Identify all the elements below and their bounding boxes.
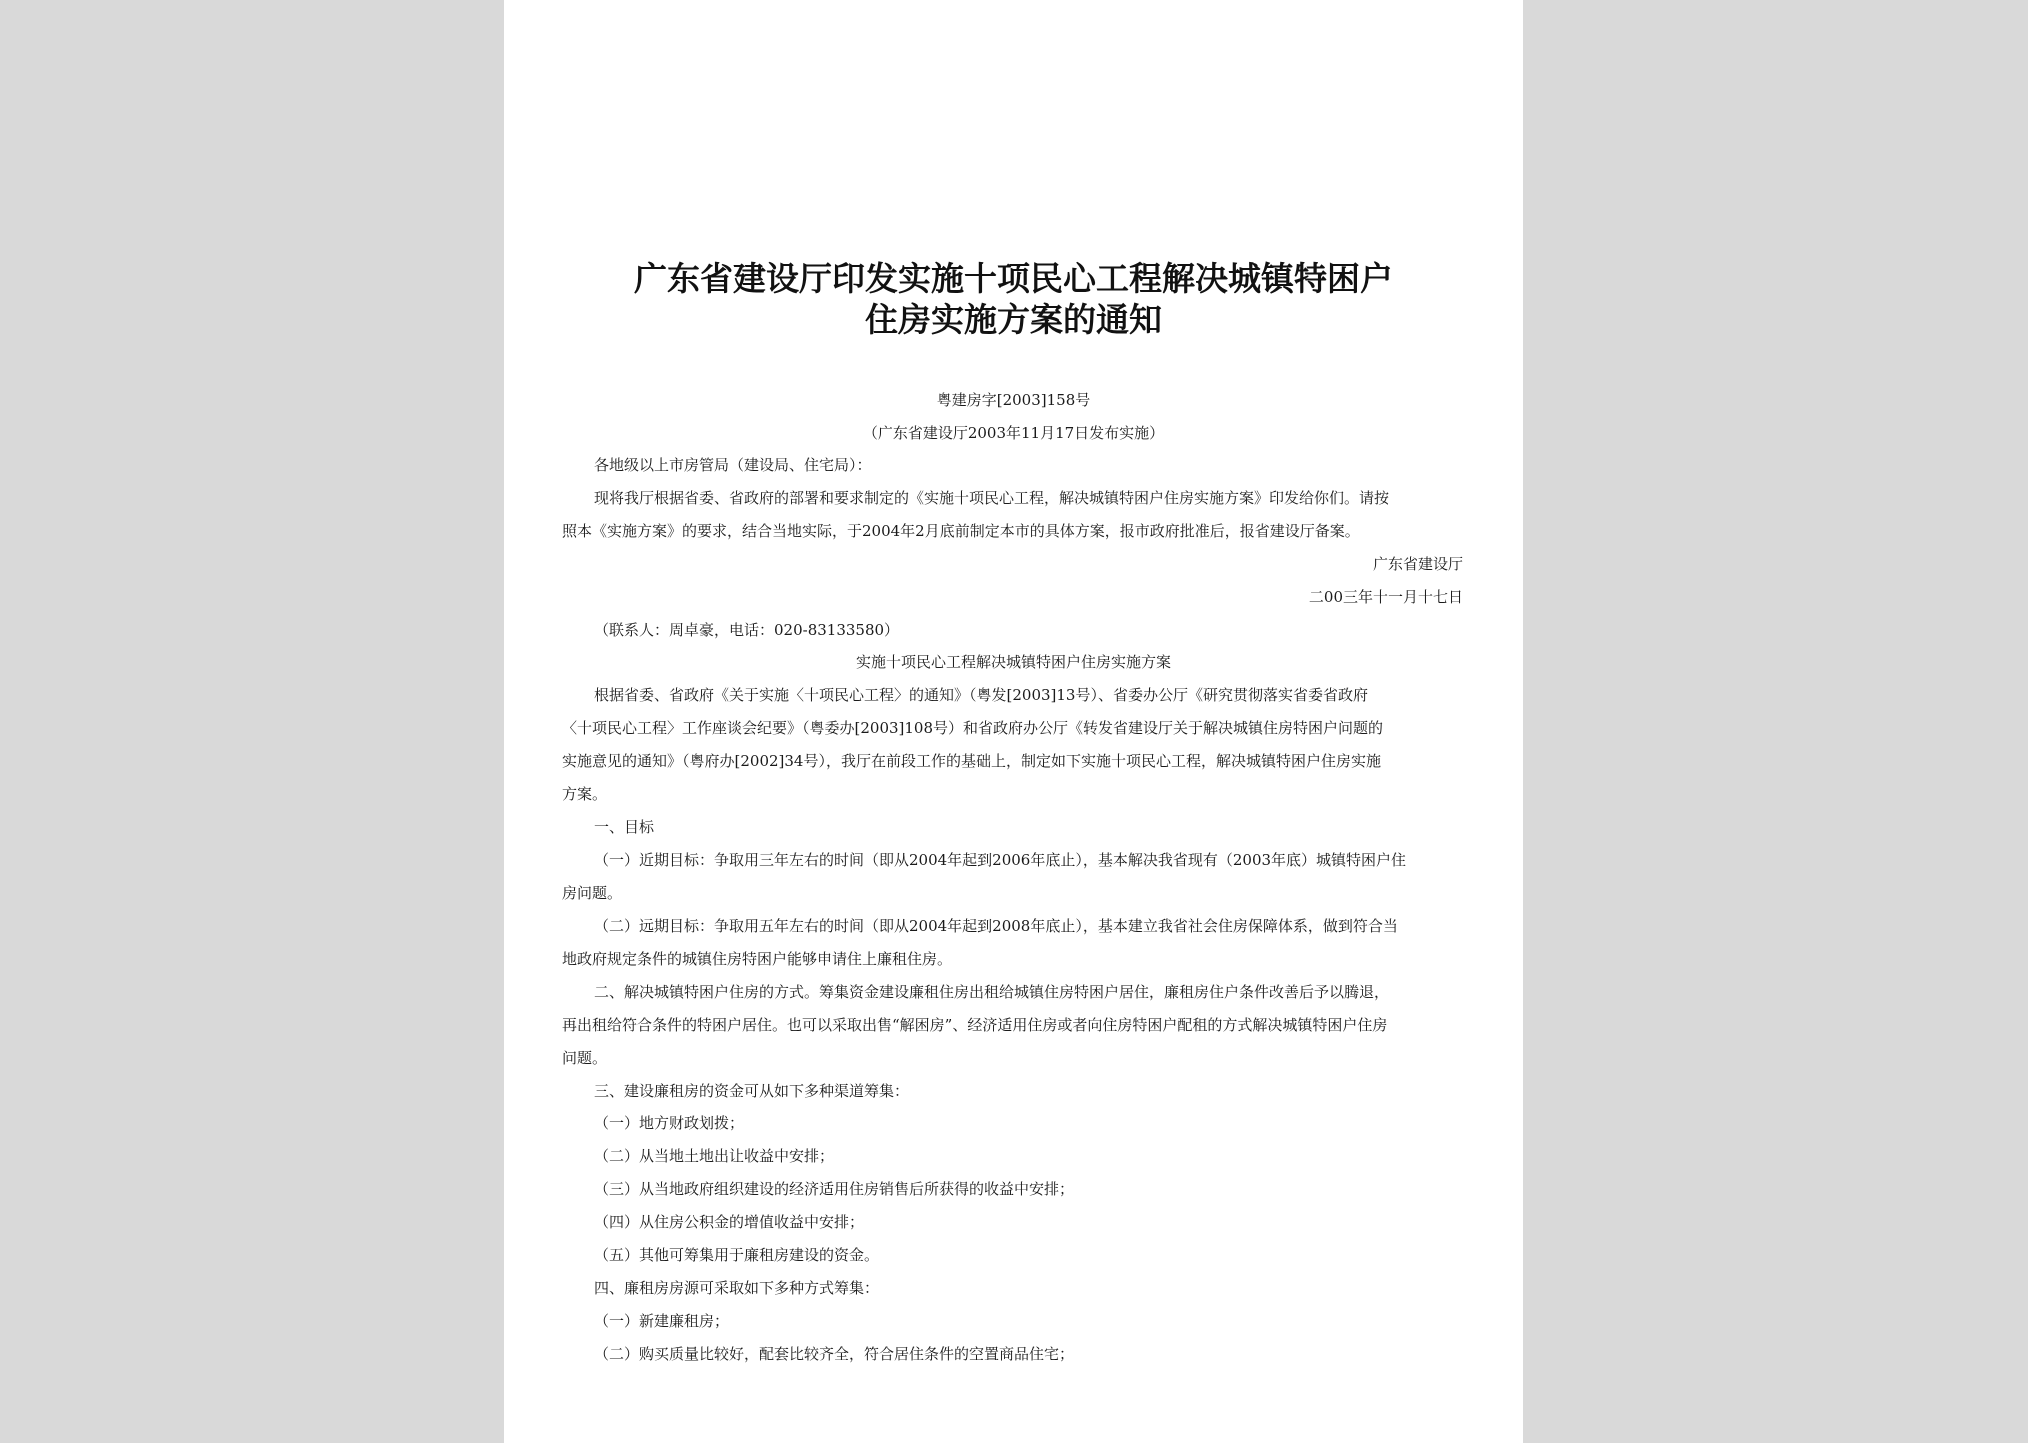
source-item: （二）购买质量比较好，配套比较齐全，符合居住条件的空置商品住宅； <box>594 1345 1075 1363</box>
contact-line: （联系人：周卓豪，电话：020-83133580） <box>594 621 900 639</box>
sign-date: 二00三年十一月十七日 <box>1308 588 1463 606</box>
section-3-heading: 三、建设廉租房的资金可从如下多种渠道筹集： <box>594 1082 910 1100</box>
issue-note: （广东省建设厅2003年11月17日发布实施） <box>862 424 1165 442</box>
body-2-line-4: 方案。 <box>562 785 608 803</box>
section-2-line-1: 二、解决城镇特困户住房的方式。筹集资金建设廉租住房出租给城镇住房特困户居住，廉租房住户条件改善后予以腾退， <box>594 983 1390 1001</box>
section-2-line-3: 问题。 <box>562 1049 608 1067</box>
document-page <box>504 0 1523 1443</box>
body-2-line-3: 实施意见的通知》（粤府办[2002]34号），我厅在前段工作的基础上，制定如下实施十项民心工程，解决城镇特困户住房实施 <box>562 752 1381 770</box>
fund-item: （五）其他可筹集用于廉租房建设的资金。 <box>594 1246 880 1264</box>
body-1-line-2: 照本《实施方案》的要求，结合当地实际，于2004年2月底前制定本市的具体方案，报市政府批准后，报省建设厅备案。 <box>562 522 1360 540</box>
plan-title: 实施十项民心工程解决城镇特困户住房实施方案 <box>855 653 1171 671</box>
section-4-heading: 四、廉租房房源可采取如下多种方式筹集： <box>594 1279 880 1297</box>
source-item: （一）新建廉租房； <box>594 1312 730 1330</box>
goal-2-line-1: （二）远期目标：争取用五年左右的时间（即从2004年起到2008年底止），基本建立我省社会住房保障体系，做到符合当 <box>594 917 1398 935</box>
goal-1-line-2: 房问题。 <box>562 884 623 902</box>
body-1-line-1: 现将我厅根据省委、省政府的部署和要求制定的《实施十项民心工程，解决城镇特困户住房实施方案》印发给你们。请按 <box>594 489 1390 507</box>
fund-item: （四）从住房公积金的增值收益中安排； <box>594 1213 865 1231</box>
body-2-line-2: 〈十项民心工程〉工作座谈会纪要》（粤委办[2003]108号）和省政府办公厅《转发省建设厅关于解决城镇住房特困户问题的 <box>562 719 1384 737</box>
fund-item: （一）地方财政划拨； <box>594 1114 745 1132</box>
section-2-line-2: 再出租给符合条件的特困户居住。也可以采取出售“解困房”、经济适用住房或者向住房特困户配租的方式解决城镇特困户住房 <box>562 1016 1388 1034</box>
document-title <box>504 258 1523 340</box>
addressee: 各地级以上市房管局（建设局、住宅局）： <box>594 456 872 474</box>
title-line-1: 广东省建设厅印发实施十项民心工程解决城镇特困户 <box>634 259 1393 298</box>
fund-item: （二）从当地土地出让收益中安排； <box>594 1147 835 1165</box>
goal-1-line-1: （一）近期目标：争取用三年左右的时间（即从2004年起到2006年底止），基本解决我省现有（2003年底）城镇特困户住 <box>594 851 1407 869</box>
section-1-heading: 一、目标 <box>594 818 655 836</box>
title-line-2: 住房实施方案的通知 <box>865 300 1162 339</box>
signer: 广东省建设厅 <box>1372 555 1463 573</box>
doc-number: 粤建房字[2003]158号 <box>936 391 1091 409</box>
body-2-line-1: 根据省委、省政府《关于实施〈十项民心工程〉的通知》（粤发[2003]13号）、省委办公厅《研究贯彻落实省委省政府 <box>594 686 1368 704</box>
goal-2-line-2: 地政府规定条件的城镇住房特困户能够申请住上廉租住房。 <box>562 950 953 968</box>
fund-item: （三）从当地政府组织建设的经济适用住房销售后所获得的收益中安排； <box>594 1180 1075 1198</box>
